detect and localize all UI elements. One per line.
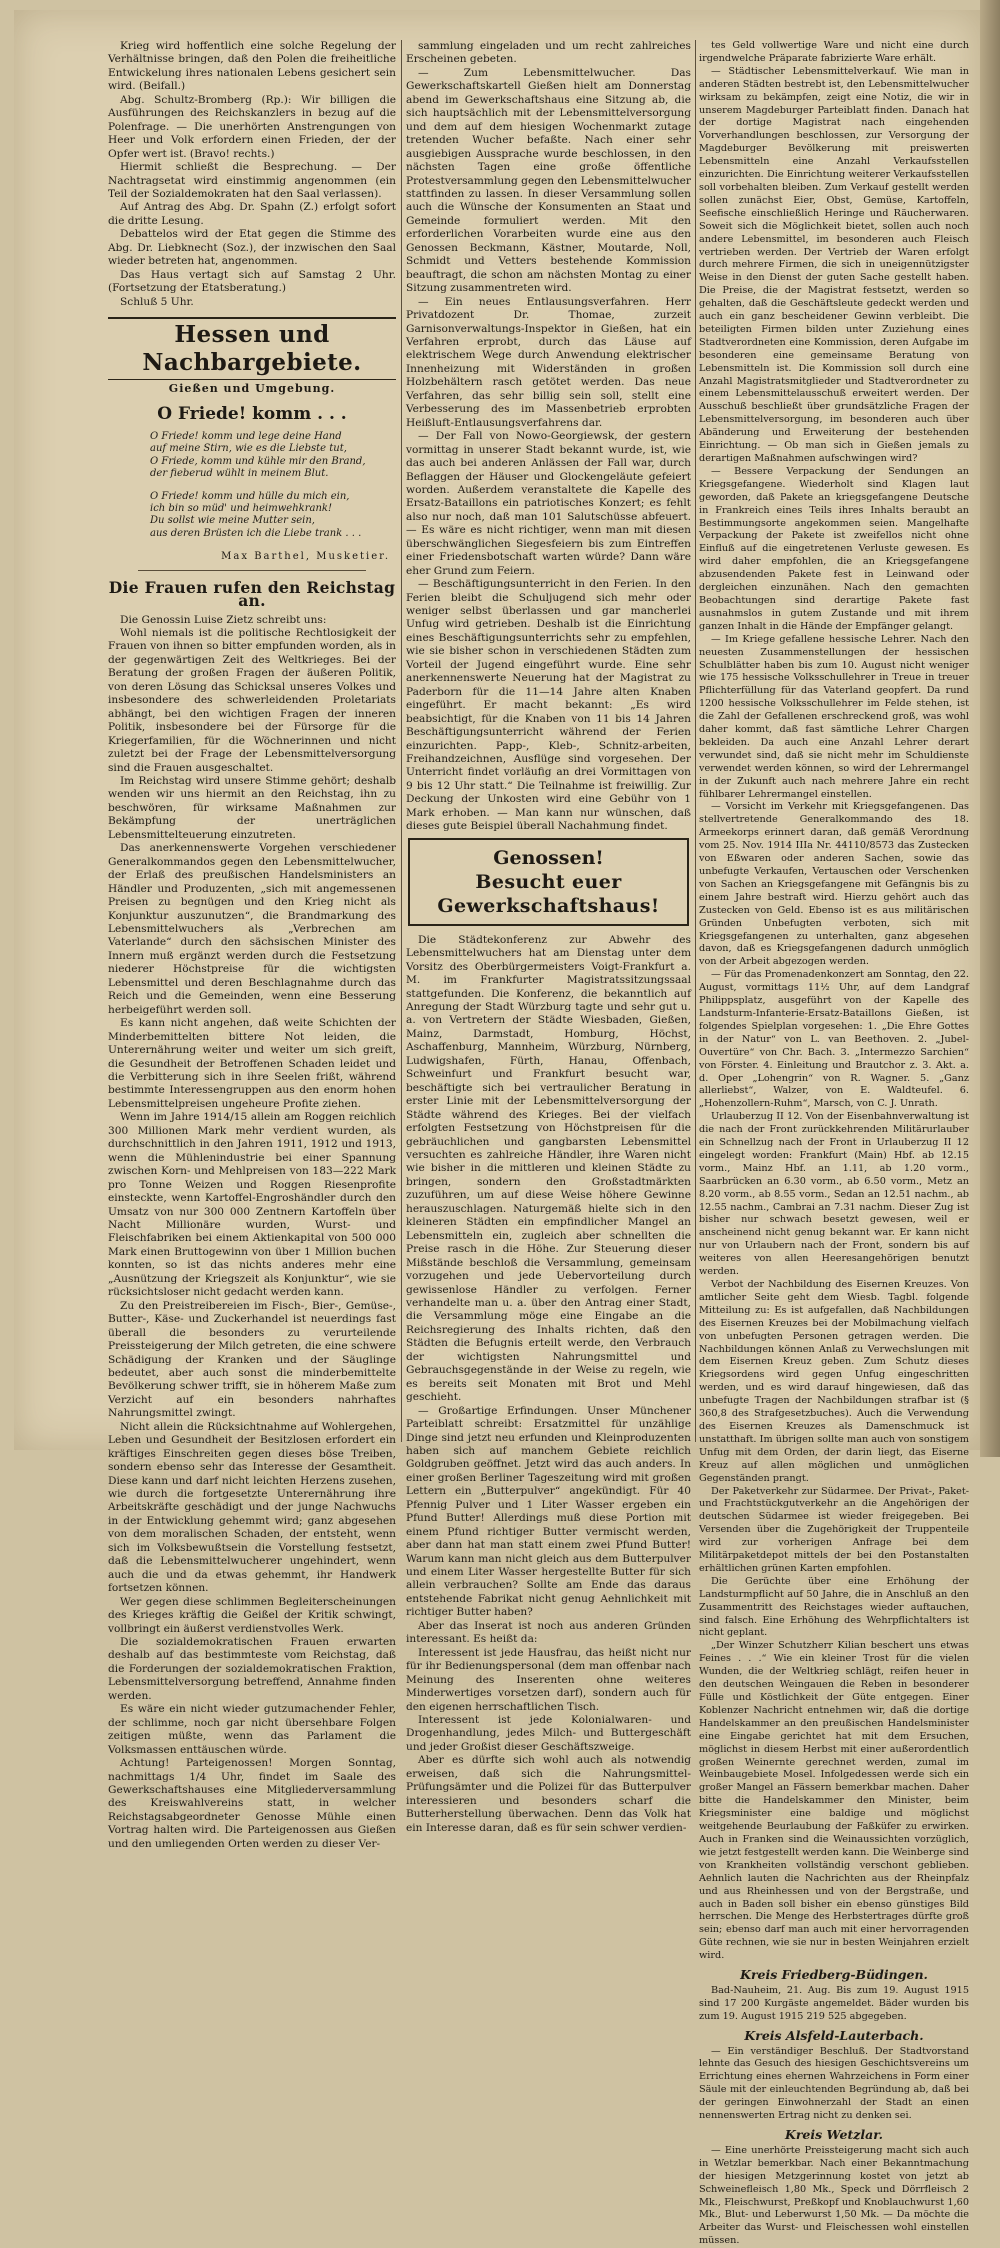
local-news-block <box>406 40 691 834</box>
poem-stanza <box>150 491 396 541</box>
paragraph: — Städtischer Lebensmittelverkauf. Wie man in anderen Städten bestrebt ist, den Lebensmittelwucher wirksam zu bekämpfen, zeigt eine Notiz, die wir in unserem Magdeburger Parteiblatt finden. Danach hat der dortige Magistrat nach eingehenden Vorverhandlungen beschlossen, zur Versorgung der Magdeburger Bevölkerung mit preiswerten Lebensmitteln eine Anzahl Verkaufsstellen einzurichten. Die Einrichtung weiterer Verkaufsstellen soll vorbehalten bleiben. Zum Verkauf gestellt werden sollen zunächst Eier, Obst, Gemüse, Kartoffeln, Seefische einschließlich Heringe und Räucherwaren. Soweit sich die Möglichkeit bietet, sollen auch noch andere Lebensmittel, im besonderen auch Fleisch vertrieben werden. Der Vertrieb der Waren erfolgt durch mehrere Firmen, die sich in uneigennützigster Weise in den Dienst der guten Sache gestellt haben. Die Preise, die der Magistrat festsetzt, werden so gehalten, daß die Geschäftsleute gedeckt werden und auch ein ganz bescheidener Gewinn verbleibt. Die beteiligten Firmen bilden unter Zuziehung eines Stadtverordneten eine Kommission, deren Aufgabe im besonderen eine gemeinsame Beratung von Lebensmitteln ist. Die Kommission soll durch eine Anzahl Magistratsmitglieder und Stadtverordneter zu einem Lebensmittelausschuß erweitert werden. Der Ausschuß beschließt über grundsätzliche Fragen der Lebensmittelversorgung, im besonderen auch über Abänderung und Erweiterung der bestehenden Einrichtung. — Ob man sich in Gießen jemals zu derartigen Maßnahmen aufschwingen wird? <box>699 65 969 464</box>
paragraph: Es wäre ein nicht wieder gutzumachender Fehler, der schlimme, noch gar nicht übersehbare Folgen zeitigen müßte, wenn das Parlament die Volksmassen enttäuschen würde. <box>108 1703 396 1756</box>
paragraph: Interessent ist jede Kolonialwaren- und Drogenhandlung, jedes Milch- und Buttergeschäft und jeder Großist dieser Geschäftszweige. <box>406 1714 691 1753</box>
article-title: Die Frauen rufen den Reichstag an. <box>108 577 396 611</box>
poem-stanza <box>150 431 396 481</box>
paragraph: Wenn im Jahre 1914/15 allein am Roggen reichlich 300 Millionen Mark mehr verdient wurden, als durchschnittlich in den Jahren 1911, 1912 und 1913, wenn die Mühlenindustrie bei einer Spannung zwischen Korn- und Mehlpreisen von 183—222 Mark pro Tonne Weizen und Roggen Riesenprofite einsteckte, wenn Kartoffel-Engroshändler durch den Umsatz von nur 300 000 Zentnern Kartoffeln über Nacht Millionäre wurden, Wurst- und Fleischfabriken bei einem Aktienkapital von 500 000 Mark einen Bruttogewinn von über 1 Million buchen konnten, so ist das nichts anderes mehr eine „Ausnützung der Kriegszeit als Konjunktur“, wie sie rücksichtsloser nicht gedacht werden kann. <box>108 1111 396 1299</box>
paragraph: Im Reichstag wird unsere Stimme gehört; deshalb wenden wir uns hiermit an den Reichstag, ihn zu beschwören, für wirksame Maßnahmen zur Bekämpfung der unerträglichen Lebensmittelteuerung einzutreten. <box>108 775 396 841</box>
paragraph: Auf Antrag des Abg. Dr. Spahn (Z.) erfolgt sofort die dritte Lesung. <box>108 201 396 227</box>
local-notices-block <box>699 40 969 1963</box>
column-rule <box>695 40 696 1442</box>
region-heading: Kreis Friedberg-Büdingen. <box>740 1967 928 1983</box>
paragraph: — Eine unerhörte Preissteigerung macht sich auch in Wetzlar bemerkbar. Nach einer Bekanntmachung der hiesigen Metzgerinnung kostet von jetzt ab Schweinefleisch 1,80 Mk., Speck und Dörrfleisch 2 Mk., Fleischwurst, Preßkopf und Knoblauchwurst 1,60 Mk., Blut- und Leberwurst 1,50 Mk. — Da möchte die Arbeiter das Wurst- und Fleischessen wohl einstellen müssen. <box>699 2144 969 2247</box>
paragraph: Wohl niemals ist die politische Rechtlosigkeit der Frauen von ihnen so bitter empfunden worden, als in der gegenwärtigen Zeit des Weltkrieges. Bei der Beratung der großen Fragen der äußeren Politik, von deren Lösung das Schicksal unseres Volkes und insbesondere des schwerleidenden Proletariats abhängt, bei den wichtigen Fragen der inneren Politik, insbesondere bei der Fürsorge für die Kriegerfamilien, für die Wöchnerinnen und nicht zuletzt bei der Frage der Lebensmittelversorgung sind die Frauen ausgeschaltet. <box>108 627 396 774</box>
paragraph: — Bessere Verpackung der Sendungen an Kriegsgefangene. Wiederholt sind Klagen laut geworden, daß Pakete an kriegsgefangene Deutsche in Frankreich eines Teils ihres Inhalts beraubt an Bestimmungsorte angekommen seien. Mangelhafte Verpackung der Pakete ist zweifellos nicht ohne Einfluß auf die eingetretenen Verluste gewesen. Es wird daher empfohlen, die an Kriegsgefangene abzusendenden Pakete fest in Leinwand oder dergleichen einzunähen. Nach den gemachten Beobachtungen sind derartige Pakete fast ausnahmslos in gutem Zustande und mit ihrem ganzen Inhalt in die Hände der Empfänger gelangt. <box>699 465 969 632</box>
paragraph: Die Genossin Luise Zietz schreibt uns: <box>120 613 327 626</box>
page-edge <box>980 0 1000 1457</box>
poem-line: Du sollst wie meine Mutter sein, <box>150 515 315 527</box>
region-heading: Kreis Alsfeld-Lauterbach. <box>744 2027 924 2043</box>
paragraph: — Beschäftigungsunterricht in den Ferien. In den Ferien bleibt die Schuljugend sich mehr oder weniger selbst überlassen und gar mancherlei Unfug wird getrieben. Deshalb ist die Einrichtung eines Beschäftigungsunterrichts sehr zu empfehlen, wie sie bisher schon in verschiedenen Städten zum Vorteil der Jugend eingeführt wurde. Eine sehr anerkennenswerte Neuerung hat der Magistrat zu Paderborn für die 11—14 Jahre alten Knaben eingeführt. Er macht bekannt: „Es wird beabsichtigt, für die Knaben von 11 bis 14 Jahren Beschäftigungsunterricht während der Ferien einzurichten. Papp-, Kleb-, Schnitz-arbeiten, Freihandzeichnen, Ausflüge sind vorgesehen. Der Unterricht findet vorläufig an drei Vormittagen von 9 bis 12 Uhr statt.“ Die Teilnahme ist freiwillig. Zur Deckung der Unkosten wird eine Gebühr von 1 Mark erhoben. — Man kann nur wünschen, daß dieses gute Beispiel überall Nachahmung findet. <box>406 578 691 833</box>
poem-line: O Friede! komm und lege deine Hand <box>150 430 342 442</box>
reichstag-report-end <box>108 40 396 309</box>
paragraph: Das anerkennenswerte Vorgehen verschiedener Generalkommandos gegen den Lebensmittelwucher, der Erlaß des preußischen Handelsministers an Händler und Produzenten, „sich mit angemessenen Preisen zu begnügen und den Krieg nicht als Konjunktur auszunutzen“, die Brandmarkung des Lebensmittelwuchers als „Verbrechen am Vaterlande“ durch den sächsischen Minister des Innern muß ergänzt werden durch die Festsetzung niederer Höchstpreise für die wichtigsten Lebensmittel und deren Beschlagnahme durch das Reich und die Gemeinden, wenn eine Besserung herbeigeführt werden soll. <box>108 842 396 1016</box>
region-news <box>699 1985 969 2024</box>
poem-author: Max Barthel, Musketier. <box>221 551 390 563</box>
notice-line-2: Besucht euer Gewerkschaftshaus! <box>437 870 660 917</box>
paragraph: Urlauberzug II 12. Von der Eisenbahnverwaltung ist die nach der Front zurückkehrenden Militärurlauber ein Schnellzug nach der Front in Urlauberzug II 12 eingelegt worden: Frankfurt (Main) Hbf. ab 12.15 vorm., Mainz Hbf. an 1.11, ab 1.20 vorm., Saarbrücken an 6.30 vorm., ab 6.50 vorm., Metz an 8.20 vorm., ab 8.55 vorm., Sedan an 12.51 nachm., ab 12.55 nachm., Cambrai an 7.31 nachm. Dieser Zug ist bisher nur schwach besetzt gewesen, weil er anscheinend nicht genug bekannt war. Er kann nicht nur von Urlaubern nach der Front, sondern bis auf weiteres von allen Heeresangehörigen benutzt werden. <box>699 1111 969 1278</box>
paragraph: Achtung! Parteigenossen! Morgen Sonntag, nachmittags 1/4 Uhr, findet im Saale des Gewerkschaftshauses eine Mitgliederversammlung des Kreiswahlvereins statt, in welcher Reichstagsabgeordneter Genosse Mühle einen Vortrag halten wird. Die Parteigenossen aus Gießen und den umliegenden Orten werden zu dieser Ver- <box>108 1757 396 1850</box>
paragraph: Bad-Nauheim, 21. Aug. Bis zum 19. August 1915 sind 17 200 Kurgäste angemeldet. Bäder wurden bis zum 19. August 1915 219 525 abgegeben. <box>699 1984 969 2022</box>
paragraph: tes Geld vollwertige Ware und nicht eine durch irgendwelche Präparate fabrizierte Ware erhält. <box>699 40 969 64</box>
region-heading: Kreis Wetzlar. <box>784 2127 884 2142</box>
poem-body <box>150 431 396 540</box>
union-house-notice <box>408 838 689 926</box>
paragraph: Interessent ist jede Hausfrau, das heißt nicht nur für ihr Bedienungspersonal (dem man offenbar nach Meinung des Inserenten ohne weiteres Minderwertiges vorsetzen darf), sondern auch für den eigenen herrschaftlichen Tisch. <box>406 1646 691 1713</box>
poem-line: der fieberud wühlt in meinem Blut. <box>150 468 329 480</box>
paragraph: Es kann nicht angehen, daß weite Schichten der Minderbemittelten bittere Not leiden, die Unterernährung weiter und weiter um sich greift, die Gesundheit der Betroffenen Schaden leidet und die Verbitterung sich in ihre Seelen frißt, während bestimmte Interessengruppen aus den enorm hohen Lebensmittelpreisen ungeheure Profite ziehen. <box>108 1017 396 1110</box>
paragraph: — Ein verständiger Beschluß. Der Stadtvorstand lehnte das Gesuch des hiesigen Geschichtsvereins um Errichtung eines ehernen Wahrzeichens in Form einer Säule mit der einleuchtenden Begründung ab, daß bei der geringen Einwohnerzahl der Stadt an einen nennenswerten Ertrag nicht zu denken sei. <box>699 2045 969 2122</box>
column-left <box>108 40 396 1850</box>
column-right <box>699 40 969 2247</box>
paragraph: Nicht allein die Rücksichtnahme auf Wohlergehen, Leben und Gesundheit der Besitzlosen erfordert ein kräftiges Einschreiten gegen dieses böse Treiben, sondern ebenso sehr das Interesse der Gesamtheit. Diese kann und darf nicht leichten Herzens zusehen, wie durch die fortgesetzte Unterernährung ihre Arbeitskräfte geschädigt und der junge Nachwuchs in der Entwicklung gehemmt wird; ganz abgesehen von dem moralischen Schaden, der entsteht, wenn sich im Volksbewußtsein die Vorstellung festsetzt, daß die Lebensmittelwucherer ungehindert, wenn auch die und da etwas gehemmt, ihr Handwerk fortsetzen können. <box>108 1420 396 1595</box>
poem-line: O Friede! komm und hülle du mich ein, <box>150 490 350 502</box>
paragraph: Der Paketverkehr zur Südarmee. Der Privat-, Paket- und Frachtstückgutverkehr an die Angehörigen der deutschen Südarmee ist wieder freigegeben. Bei Versenden über die Zugehörigkeit der Truppenteile wird zur vorherigen Anfrage bei dem Militärpaketdepot mittels der bei den Postanstalten erhältlichen grünen Karten empfohlen. <box>699 1485 969 1574</box>
poem-line: aus deren Brüsten ich die Liebe trank . . . <box>150 527 362 539</box>
poem-line: auf meine Stirn, wie es die Liebste tut, <box>150 443 347 455</box>
paragraph: „Der Winzer Schutzherr Kilian beschert uns etwas Feines . . .“ Wie ein kleiner Trost für die vielen Wunden, die der Weltkrieg schlägt, reifen heuer in den deutschen Weingauen die Reben in besonderer Fülle und Köstlichkeit der Güte entgegen. Einer Koblenzer Nachricht entnehmen wir, daß die dortige Handelskammer an den preußischen Handelsminister eine Eingabe gerichtet hat mit dem Ersuchen, möglichst in diesem Herbst mit einer außerordentlich großen Weinernte gerechnet werden, zumal im Weinbaugebiete Mosel. Infolgedessen werde sich ein großer Mangel an Fässern bemerkbar machen. Daher bitte die Handelskammer den Minister, beim Kriegsminister eine baldige und möglichst weitgehende Beurlaubung der Faßküfer zu erwirken. Auch in Franken sind die Weinaussichten vorzüglich, wie jetzt festgestellt werden kann. Die Weinberge sind von Krankheiten vollständig verschont geblieben. Aehnlich lauten die Nachrichten aus der Rheinpfalz und aus Rheinhessen und von der Bergstraße, und auch in Baden soll bisher ein ebenso günstiges Bild herrschen. Die Menge des Herbstertrages dürfte groß sein; ebenso darf man auch mit einer hervorragenden Güte rechnen, wie sie nur in besten Weinjahren erzielt wird. <box>699 1640 969 1962</box>
paragraph: Das Haus vertagt sich auf Samstag 2 Uhr. (Fortsetzung der Etatsberatung.) <box>108 268 396 295</box>
paragraph: Die Gerüchte über eine Erhöhung der Landsturmpflicht auf 50 Jahre, die in Anschluß an den Zusammentritt des Reichstages wieder auftauchen, sind falsch. Eine Erhöhung des Wehrpflichtalters ist nicht geplant. <box>699 1575 969 1639</box>
paragraph: — Der Fall von Nowo-Georgiewsk, der gestern vormittag in unserer Stadt bekannt wurde, ist, wie das auch bei anderen Anlässen der Fall war, durch Beflaggen der Häuser und Glockengeläute gefeiert worden. Außerdem veranstaltete die Kapelle des Ersatz-Bataillons ein patriotisches Konzert; es fehlt also nur noch, daß man 101 Salutschüsse abfeuert. — Es wäre es nicht richtiger, wenn man mit diesen überschwänglichen Siegesfeiern bis zum Eintreffen einer Friedensbotschaft warten würde? Dann wäre eher Grund zum Feiern. <box>406 430 691 577</box>
paragraph: Zu den Preistreibereien im Fisch-, Bier-, Gemüse-, Butter-, Käse- und Zuckerhandel ist neuerdings fast überall die besonders zu verurteilende Preissteigerung der Milch getreten, die eine schwere Schädigung der Kranken und der Säuglinge bedeutet, aber auch sonst die minderbemittelte Bevölkerung schwer trifft, sie in höherem Maße zum Verzicht auf ein besonders nahrhaftes Nahrungsmittel zwingt. <box>108 1299 396 1420</box>
paragraph: Hiermit schließt die Besprechung. — Der Nachtragsetat wird einstimmig angenommen (ein Teil der Sozialdemokraten hat den Saal verlassen). <box>108 161 396 200</box>
region-news <box>699 2046 969 2123</box>
divider <box>138 570 366 571</box>
paragraph: Abg. Schultz-Bromberg (Rp.): Wir billigen die Ausführungen des Reichskanzlers in bezug auf die Polenfrage. — Die unerhörten Anstrengungen von Heer und Volk erfordern einen Frieden, der der Opfer wert ist. (Bravo! rechts.) <box>108 93 396 160</box>
poem-line: O Friede, komm und kühle mir den Brand, <box>150 455 366 467</box>
paragraph: Aber das Inserat ist noch aus anderen Gründen interessant. Es heißt da: <box>406 1619 691 1646</box>
poem-title: O Friede! komm . . . <box>157 403 347 424</box>
newspaper-page <box>14 10 980 2247</box>
paragraph: Aber es dürfte sich wohl auch als notwendig erweisen, daß sich die Nahrungsmittel-Prüfungsämter und die Polizei für das Butterpulver interessieren und besonders scharf die Butterherstellung überwachen. Denn das Volk hat ein Interesse daran, daß es für sein schwer verdien- <box>406 1754 691 1834</box>
paragraph: Verbot der Nachbildung des Eisernen Kreuzes. Von amtlicher Seite geht dem Wiesb. Tagbl. folgende Mitteilung zu: Es ist aufgefallen, daß Nachbildungen des Eisernen Kreuzes bei der Mobilmachung vielfach von unbefugten Personen getragen werden. Die Nachbildungen können Anlaß zu Verwechslungen mit dem Eisernen Kreuz geben. Zum Schutz dieses Kriegsordens wird gegen Unfug eingeschritten werden, und es wird darauf hingewiesen, daß das unbefugte Tragen der Nachbildungen strafbar ist (§ 360,8 des Strafgesetzbuches). Auch die Verwendung des Eisernen Kreuzes als Damenschmuck ist unstatthaft. Im übrigen sollte man auch von sonstigem Unfug mit dem Orden, der darin liegt, das Eiserne Kreuz auf allen möglichen und unmöglichen Gegenständen prangt. <box>699 1279 969 1484</box>
paragraph: — Großartige Erfindungen. Unser Münchener Parteiblatt schreibt: Ersatzmittel für unzählige Dinge sind jetzt neu erfunden und Kleinproduzenten haben sich auf manchem Gebiete reichlich Goldgruben geöffnet. Jetzt wird das auch anders. In einer großen Berliner Tageszeitung wird mit großen Lettern ein „Butterpulver“ angekündigt. Für 40 Pfennig Pulver und 1 Liter Wasser ergeben ein Pfund Butter! Allerdings muß diese Portion mit einem Pfund richtiger Butter vermischt werden, aber dann hat man statt einem zwei Pfund Butter! Warum kann man nicht gleich aus dem Butterpulver und einem Liter Wasser hergestellte Butter für sich allein verbrauchen? Sollte am Ende das daraus entstehende Fabrikat nicht genug Aehnlichkeit mit richtiger Butter haben? <box>406 1404 691 1619</box>
paragraph: — Ein neues Entlausungsverfahren. Herr Privatdozent Dr. Thomae, zurzeit Garnisonverwaltungs-Inspektor in Gießen, hat ein Verfahren erprobt, durch das Läuse auf elektrischem Wege durch Anwendung elektrischer Innenheizung mit Widerständen in großen Holzbehältern rasch getötet werden. Das neue Verfahren, das sehr billig sein soll, stellt eine Verbesserung des im Massenbetrieb erprobten Heißluft-Entlausungsverfahrens dar. <box>406 295 691 429</box>
paragraph: Debattelos wird der Etat gegen die Stimme des Abg. Dr. Liebknecht (Soz.), der inzwischen den Saal wieder betreten hat, angenommen. <box>108 228 396 268</box>
paragraph: Krieg wird hoffentlich eine solche Regelung der Verhältnisse bringen, daß den Polen die freiheitliche Entwickelung ihres nationalen Lebens gesichert sein wird. (Beifall.) <box>108 40 396 93</box>
paragraph: Die sozialdemokratischen Frauen erwarten deshalb auf das bestimmteste vom Reichstag, daß die Forderungen der sozialdemokratischen Fraktion, Lebensmittelversorgung betreffend, Annahme finden werden. <box>108 1636 396 1702</box>
article-body <box>108 614 396 1852</box>
column-middle <box>406 40 691 1834</box>
column-rule <box>401 40 402 1442</box>
paragraph: Schluß 5 Uhr. <box>120 295 194 308</box>
poem-line: ich bin so müd' und heimwehkrank! <box>150 503 332 514</box>
section-title: Hessen und Nachbargebiete. <box>108 317 396 380</box>
city-conference-block <box>406 934 691 1835</box>
paragraph: Wer gegen diese schlimmen Begleiterscheinungen des Krieges kräftig die Geißel der Kritik schwingt, vollbringt ein äußerst verdienstvolles Werk. <box>108 1595 396 1635</box>
paragraph: — Vorsicht im Verkehr mit Kriegsgefangenen. Das stellvertretende Generalkommando des 18. Armeekorps erinnert daran, daß gemäß Verordnung vom 25. Nov. 1914 IIIa Nr. 44110/8573 das Zustecken von Eßwaren oder anderen Sachen, sowie das unbefugte Verkaufen, Vertauschen oder Verschenken von Sachen an Kriegsgefangene mit Gefängnis bis zu einem Jahre bestraft wird. Hierzu gehört auch das Zustecken von Geld. Ebenso ist es aus militärischen Gründen Unbefugten verboten, sich mit Kriegsgefangenen zu unterhalten, ganz abgesehen davon, daß es Kriegsgefangenen dadurch unmöglich von der Arbeit abgezogen werden. <box>699 801 969 968</box>
paragraph: — Im Kriege gefallene hessische Lehrer. Nach den neuesten Zusammenstellungen der hessischen Schulblätter haben bis zum 10. August nicht weniger wie 175 hessische Volksschullehrer in Treue in treuer Pflichterfüllung für das Vaterland geopfert. Da rund 1200 hessische Volksschullehrer im Felde stehen, ist die Zahl der Gefallenen erschreckend groß, was wohl daher kommt, daß fast sämtliche Lehrer Chargen bekleiden. Da auch eine Anzahl Lehrer derart verwundet sind, daß sie nicht mehr im Schuldienste verwendet werden können, so wird der Lehrermangel in der Zukunft auch nach mehrere Jahre ein recht fühlbarer Lehrermangel einstellen. <box>699 633 969 800</box>
paragraph: sammlung eingeladen und um recht zahlreiches Erscheinen gebeten. <box>406 40 691 66</box>
region-news <box>699 2145 969 2248</box>
paragraph: Die Städtekonferenz zur Abwehr des Lebensmittelwuchers hat am Dienstag unter dem Vorsitz des Oberbürgermeisters Voigt-Frankfurt a. M. im Frankfurter Magistratssitzungssaal stattgefunden. Die Konferenz, die bekanntlich auf Anregung der Stadt Würzburg tagte und sehr gut u. a. von Vertretern der Städte Wiesbaden, Gießen, Mainz, Darmstadt, Homburg, Höchst, Aschaffenburg, Mannheim, Würzburg, Nürnberg, Ludwigshafen, Fürth, Hanau, Offenbach, Schweinfurt und Frankfurt besucht war, beschäftigte sich bei vertraulicher Beratung in erster Linie mit der Lebensmittelversorgung der Städte während des Krieges. Bei der vielfach erfolgten Festsetzung von Höchstpreisen für die gebräuchlichen und gangbarsten Lebensmittel versuchten es zahlreiche Händler, ihre Waren nicht wie bisher in die mittleren und kleinen Städte zu bringen, sondern den Großstadtmärkten zuzuführen, um auf diese Weise höhere Gewinne herauszuschlagen. Naturgemäß hielte sich in den kleineren Städten ein empfindlicher Mangel an Lebensmitteln ein, zugleich aber schnellten die Preise rasch in die Höhe. Zur Steuerung dieser Mißstände beschloß die Versammlung, gemeinsam vorzugehen und jede Uebervorteilung durch gewissenlose Händler zu verfolgen. Ferner verhandelte man u. a. über den Antrag einer Stadt, die Versammlung möge eine Eingabe an die Reichsregierung des Inhalts richten, daß den Städten die Befugnis erteilt werde, den Verbrauch der wichtigsten Nahrungsmittel und Gebrauchsgegenstände in der Weise zu regeln, wie es bereits seit Monaten mit Brot und Mehl geschieht. <box>406 933 691 1404</box>
section-subtitle: Gießen und Umgebung. <box>168 382 336 396</box>
notice-line-1: Genossen! <box>493 846 604 869</box>
paragraph: — Zum Lebensmittelwucher. Das Gewerkschaftskartell Gießen hielt am Donnerstag abend im Gewerkschaftshaus eine Sitzung ab, die sich hauptsächlich mit der Lebensmittelversorgung und dem auf dem hiesigen Wochenmarkt zutage tretenden Wucher befaßte. Nach einer sehr ausgiebigen Aussprache wurde beschlossen, in den nächsten Tagen eine große öffentliche Protestversammlung gegen den Lebensmittelwucher stattfinden zu lassen. In dieser Versammlung sollen auch die Wünsche der Konsumenten an Staat und Gemeinde formuliert werden. Mit den erforderlichen Vorarbeiten wurde eine aus den Genossen Beckmann, Kästner, Moutarde, Noll, Schmidt und Vetters bestehende Kommission beauftragt, die schon am nächsten Montag zu einer Sitzung zusammentreten wird. <box>406 66 691 295</box>
paragraph: — Für das Promenadenkonzert am Sonntag, den 22. August, vormittags 11½ Uhr, auf dem Landgraf Philippsplatz, ausgeführt von der Kapelle des Landsturm-Infanterie-Ersatz-Bataillons Gießen, ist folgendes Spielplan vorgesehen: 1. „Die Ehre Gottes in der Natur“ von L. van Beethoven. 2. „Jubel-Ouvertüre“ von Chr. Bach. 3. „Intermezzo Sarchien“ von Förster. 4. Einleitung und Brautchor z. 3. Akt. a. d. Oper „Lohengrin“ von R. Wagner. 5. „Ganz allerliebst“, Walzer, von E. Waldteufel. 6. „Hohenzollern-Ruhm“, Marsch, von C. J. Unrath. <box>699 969 969 1110</box>
